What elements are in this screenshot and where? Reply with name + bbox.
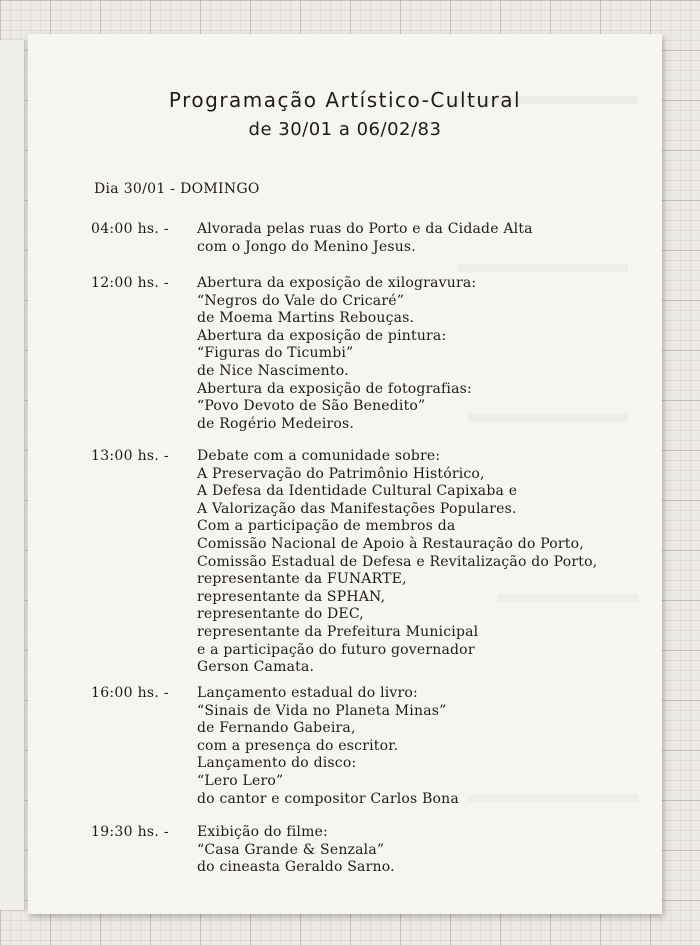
entry-line: Abertura da exposição de fotografias: [197,380,472,397]
entry-line: “Lero Lero” [197,772,284,789]
entry-line: representante da FUNARTE, [197,571,407,588]
entry-line: A Valorização das Manifestações Populares. [197,500,517,517]
entry-description [197,685,459,808]
entry-line: Debate com a comunidade sobre: [197,448,441,464]
entry-line: Lançamento do disco: [197,755,357,772]
document-page [28,34,662,914]
entry-line: com a presença do escritor. [197,737,399,754]
adjacent-page-edge [0,40,25,910]
entry-line: Alvorada pelas ruas do Porto e da Cidade Alta [197,221,533,237]
entry-line: Abertura da exposição de xilogravura: [197,275,477,291]
entry-line: de Rogério Medeiros. [197,415,355,432]
entry-line: “Casa Grande & Senzala” [197,841,385,858]
date-range: de 30/01 a 06/02/83 [248,119,442,140]
entry-line: representante da Prefeitura Municipal [197,623,479,640]
entry-line: de Moema Martins Rebouças. [197,310,415,327]
entry-line: e a participação do futuro governador [197,641,475,658]
entry-line: Com a participação de membros da [197,518,456,535]
show-through-mark [468,794,638,802]
entry-line: A Preservação do Patrimônio Histórico, [197,465,485,482]
entry-line: Gerson Camata. [197,659,315,676]
entry-time: 04:00 hs. - [91,221,169,237]
entry-line: com o Jongo do Menino Jesus. [197,238,416,255]
entry-line: Comissão Nacional de Apoio à Restauração do Porto, [197,535,584,552]
page-title: Programação Artístico-Cultural [168,88,522,112]
entry-line: do cantor e compositor Carlos Bona [197,790,459,807]
entry-line: “Figuras do Ticumbi” [197,345,354,362]
entry-time: 16:00 hs. - [91,685,169,701]
entry-description [197,824,395,877]
entry-line: Abertura da exposição de pintura: [197,327,447,344]
entry-line: A Defesa da Identidade Cultural Capixaba e [197,483,518,500]
entry-line: Exibição do filme: [197,824,328,840]
entry-line: do cineasta Geraldo Sarno. [197,859,395,876]
entry-description [197,221,533,256]
entry-line: de Fernando Gabeira, [197,720,356,737]
entry-description [197,448,597,677]
show-through-mark [458,264,628,272]
entry-line: “Sinais de Vida no Planeta Minas” [197,702,447,719]
entry-line: representante da SPHAN, [197,588,386,605]
entry-line: “Povo Devoto de São Benedito” [197,398,426,415]
entry-time: 13:00 hs. - [91,448,169,464]
show-through-mark [468,414,628,422]
entry-time: 12:00 hs. - [91,275,169,291]
entry-time: 19:30 hs. - [91,824,169,840]
entry-line: “Negros do Vale do Cricaré” [197,292,405,309]
entry-description [197,275,476,433]
entry-line: representante do DEC, [197,606,364,623]
day-heading: Dia 30/01 - DOMINGO [94,181,260,197]
entry-line: Comissão Estadual de Defesa e Revitalização do Porto, [197,553,598,570]
entry-line: de Nice Nascimento. [197,362,349,379]
entry-line: Lançamento estadual do livro: [197,685,418,701]
